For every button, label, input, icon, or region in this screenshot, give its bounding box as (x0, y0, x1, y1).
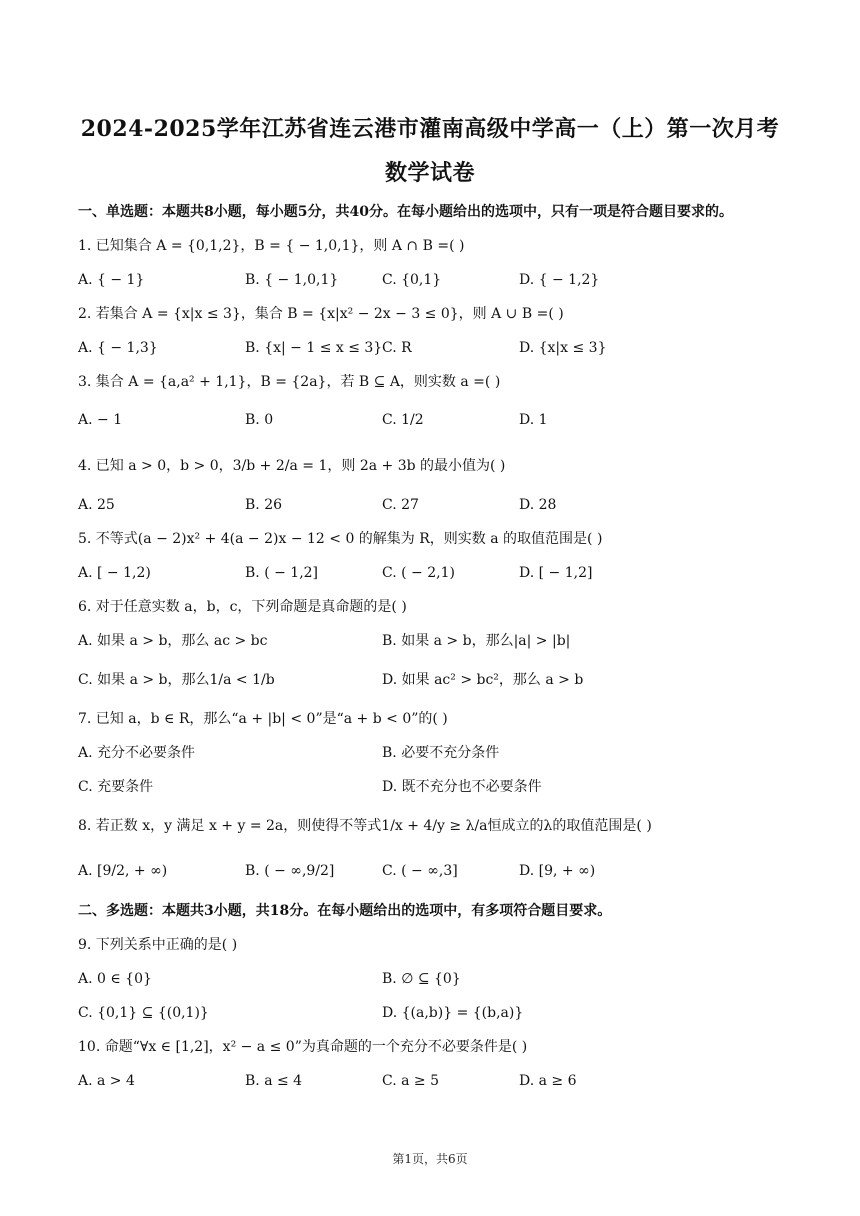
question-10-option-a: A. a > 4 (78, 1073, 135, 1089)
section-heading-single-choice: 一、单选题：本题共8小题，每小题5分，共40分。在每小题给出的选项中，只有一项是符合题目要求的。 (78, 204, 733, 220)
question-1-stem: 1. 已知集合 A = {0,1,2}，B = { − 1,0,1}，则 A ∩ B =( ) (78, 238, 465, 254)
question-8-stem: 8. 若正数 x，y 满足 x + y = 2a，则使得不等式1/x + 4/y ≥ λ/a恒成立的λ的取值范围是( ) (78, 818, 652, 834)
question-7-option-b: B. 必要不充分条件 (382, 745, 500, 761)
question-6-option-d: D. 如果 ac² > bc²，那么 a > b (382, 672, 584, 688)
question-5-option-b: B. ( − 1,2] (245, 565, 319, 581)
question-4-option-d: D. 28 (519, 497, 557, 513)
question-2-stem: 2. 若集合 A = {x|x ≤ 3}，集合 B = {x|x² − 2x − 3 ≤ 0}，则 A ∪ B =( ) (78, 306, 564, 322)
question-5-option-c: C. ( − 2,1) (382, 565, 455, 581)
question-1-option-d: D. { − 1,2} (519, 272, 600, 288)
question-1-option-c: C. {0,1} (382, 272, 442, 288)
exam-subtitle: 数学试卷 (384, 160, 475, 186)
question-4-option-c: C. 27 (382, 497, 419, 513)
section-heading-multiple-choice: 二、多选题：本题共3小题，共18分。在每小题给出的选项中，有多项符合题目要求。 (78, 903, 612, 919)
question-5-option-d: D. [ − 1,2] (519, 565, 593, 581)
question-4-stem: 4. 已知 a > 0，b > 0，3/b + 2/a = 1，则 2a + 3b 的最小值为( ) (78, 458, 506, 474)
question-4-option-a: A. 25 (78, 497, 115, 513)
question-6-option-a: A. 如果 a > b，那么 ac > bc (78, 633, 268, 649)
question-6-option-c: C. 如果 a > b，那么1/a < 1/b (78, 672, 275, 688)
question-4-option-b: B. 26 (245, 497, 283, 513)
question-6-stem: 6. 对于任意实数 a，b，c，下列命题是真命题的是( ) (78, 599, 407, 615)
question-10-option-d: D. a ≥ 6 (519, 1073, 577, 1089)
question-7-stem: 7. 已知 a，b ∈ R，那么“a + |b| < 0”是“a + b < 0”的( ) (78, 711, 448, 727)
question-2-option-d: D. {x|x ≤ 3} (519, 340, 607, 356)
question-1-option-a: A. { − 1} (78, 272, 145, 288)
question-3-option-c: C. 1/2 (382, 412, 424, 428)
question-2-option-c: C. R (382, 340, 412, 356)
question-7-option-d: D. 既不充分也不必要条件 (382, 779, 542, 795)
question-7-option-c: C. 充要条件 (78, 779, 154, 795)
question-3-option-a: A. − 1 (78, 412, 123, 428)
question-8-option-c: C. ( − ∞,3] (382, 863, 458, 879)
page-footer: 第1页，共6页 (392, 1152, 468, 1166)
exam-title: 2024-2025学年江苏省连云港市灌南高级中学高一（上）第一次月考 (80, 116, 780, 142)
question-9-option-a: A. 0 ∈ {0} (78, 971, 152, 987)
question-3-option-b: B. 0 (245, 412, 274, 428)
question-5-stem: 5. 不等式(a − 2)x² + 4(a − 2)x − 12 < 0 的解集为 R，则实数 a 的取值范围是( ) (78, 531, 603, 547)
question-9-option-c: C. {0,1} ⊆ {(0,1)} (78, 1005, 209, 1021)
question-10-stem: 10. 命题“∀x ∈ [1,2]，x² − a ≤ 0”为真命题的一个充分不必要条件是( ) (78, 1039, 528, 1055)
question-1-option-b: B. { − 1,0,1} (245, 272, 339, 288)
question-7-option-a: A. 充分不必要条件 (78, 745, 196, 761)
question-3-option-d: D. 1 (519, 412, 548, 428)
question-9-option-b: B. ∅ ⊆ {0} (382, 971, 461, 987)
question-8-option-b: B. ( − ∞,9/2] (245, 863, 335, 879)
question-10-option-b: B. a ≤ 4 (245, 1073, 303, 1089)
question-8-option-a: A. [9/2, + ∞) (78, 863, 168, 879)
question-3-stem: 3. 集合 A = {a,a² + 1,1}，B = {2a}，若 B ⊆ A，则实数 a =( ) (78, 374, 501, 390)
question-6-option-b: B. 如果 a > b，那么|a| > |b| (382, 633, 571, 649)
question-5-option-a: A. [ − 1,2) (78, 565, 151, 581)
question-2-option-a: A. { − 1,3} (78, 340, 158, 356)
question-9-option-d: D. {(a,b)} = {(b,a)} (382, 1005, 524, 1021)
question-2-option-b: B. {x| − 1 ≤ x ≤ 3} (245, 340, 383, 356)
question-10-option-c: C. a ≥ 5 (382, 1073, 439, 1089)
question-8-option-d: D. [9, + ∞) (519, 863, 596, 879)
question-9-stem: 9. 下列关系中正确的是( ) (78, 937, 238, 953)
